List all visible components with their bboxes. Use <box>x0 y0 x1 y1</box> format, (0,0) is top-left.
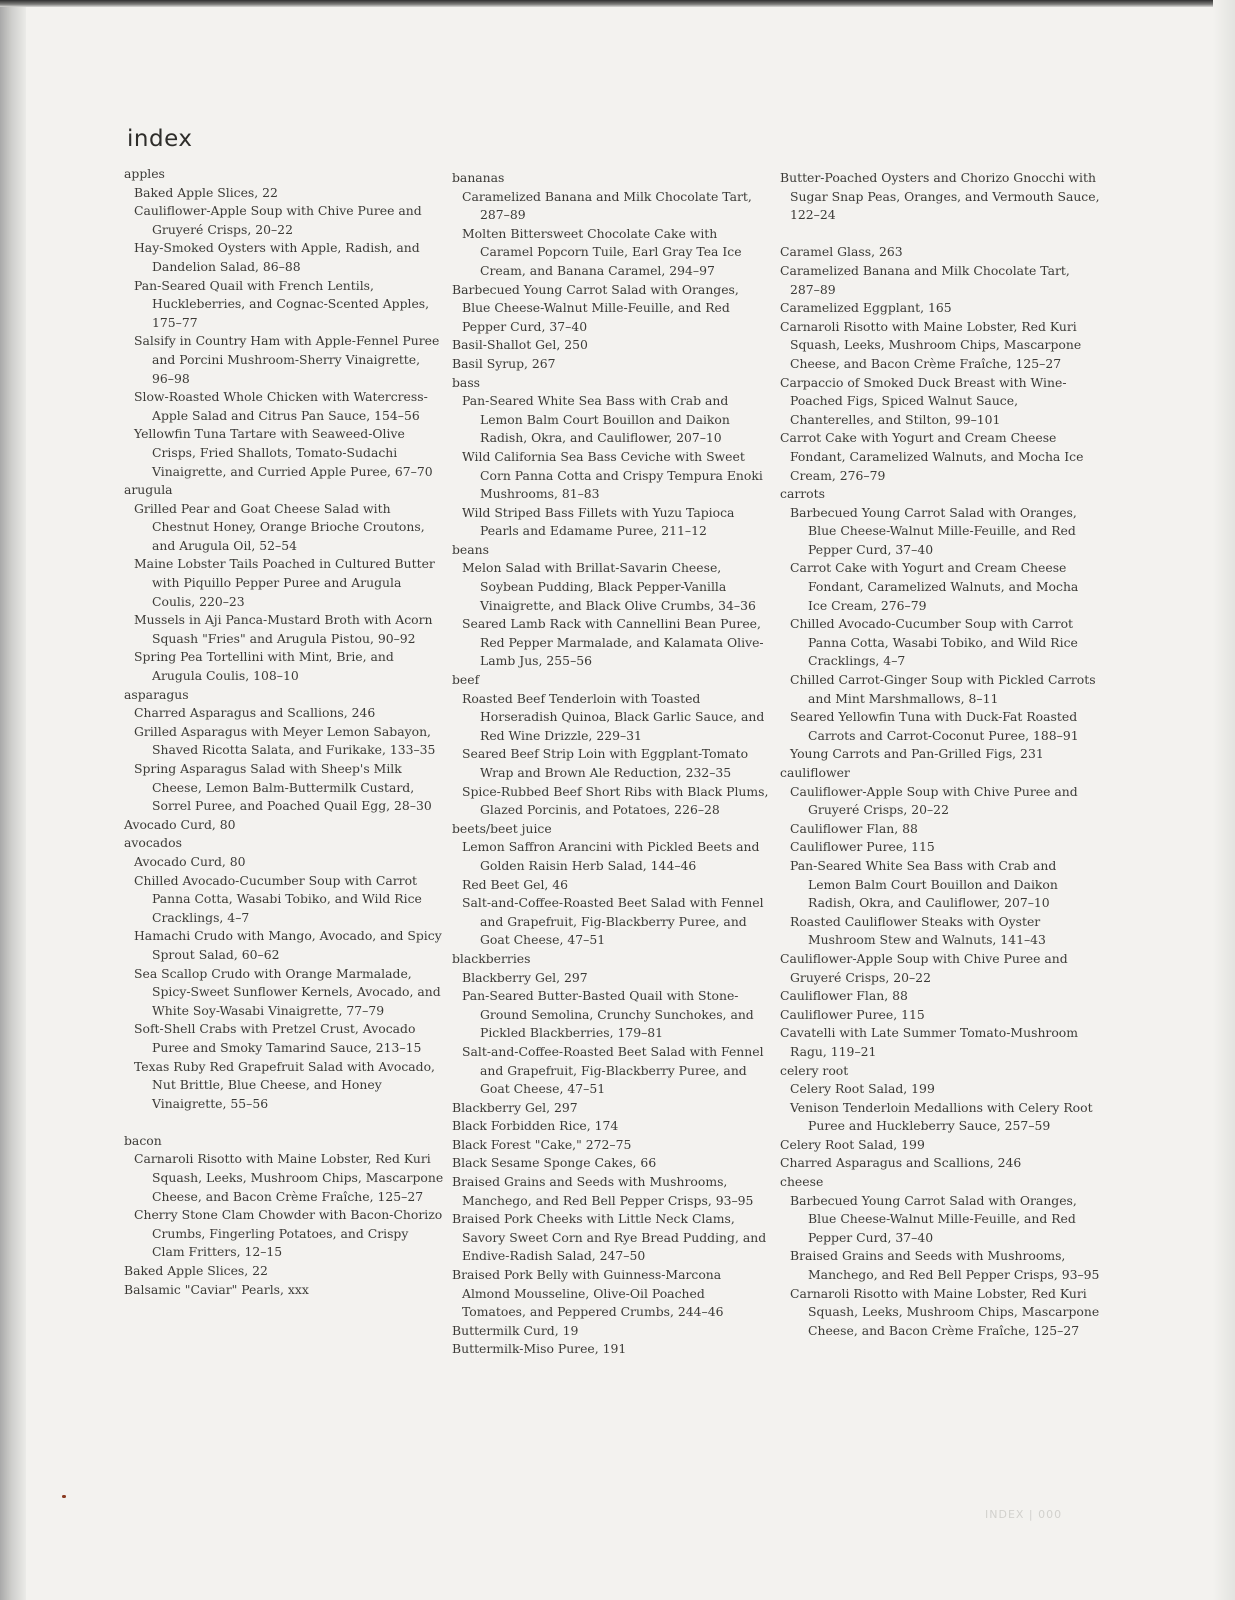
index-subentry: Carnaroli Risotto with Maine Lobster, Red Kuri Squash, Leeks, Mushroom Chips, Mascarpone Cheese, and Bacon Crème Fraîche, 125–27 <box>790 1285 1100 1338</box>
index-entry: Black Forbidden Rice, 174 <box>452 1118 619 1134</box>
index-subentry: Celery Root Salad, 199 <box>790 1081 935 1097</box>
index-entry: Balsamic "Caviar" Pearls, xxx <box>124 1281 309 1297</box>
index-subentry: Carrot Cake with Yogurt and Cream Cheese Fondant, Caramelized Walnuts, and Mocha Ice Cream, 276–79 <box>790 560 1079 613</box>
index-heading: beets/beet juice <box>452 820 552 836</box>
index-column-1 <box>124 165 444 1299</box>
index-entry: Carnaroli Risotto with Maine Lobster, Red Kuri Squash, Leeks, Mushroom Chips, Mascarpone Cheese, and Bacon Crème Fraîche, 125–27 <box>780 318 1082 371</box>
index-entry: Braised Pork Belly with Guinness-Marcona Almond Mousseline, Olive-Oil Poached Tomatoes, and Peppered Crumbs, 244–46 <box>452 1267 724 1320</box>
page-footer: INDEX | 000 <box>985 1508 1063 1521</box>
index-column-3 <box>780 169 1100 1340</box>
index-entry: Buttermilk Curd, 19 <box>452 1322 579 1338</box>
index-entry: Black Forest "Cake," 272–75 <box>452 1136 632 1152</box>
index-entry: Cauliflower Puree, 115 <box>780 1006 925 1022</box>
index-subentry: Wild California Sea Bass Ceviche with Sweet Corn Panna Cotta and Crispy Tempura Enoki Mushrooms, 81–83 <box>462 448 763 502</box>
index-subentry: Roasted Beef Tenderloin with Toasted Horseradish Quinoa, Black Garlic Sauce, and Red Wine Drizzle, 229–31 <box>462 690 765 743</box>
index-subentry: Sea Scallop Crudo with Orange Marmalade, Spicy-Sweet Sunflower Kernels, Avocado, and White Soy-Wasabi Vinaigrette, 77–79 <box>134 965 441 1018</box>
index-entry: Barbecued Young Carrot Salad with Oranges, Blue Cheese-Walnut Mille-Feuille, and Red Pepper Curd, 37–40 <box>452 281 739 334</box>
index-subentry: Grilled Pear and Goat Cheese Salad with Chestnut Honey, Orange Brioche Croutons, and Arugula Oil, 52–54 <box>134 500 425 553</box>
index-entry: Braised Pork Cheeks with Little Neck Clams, Savory Sweet Corn and Rye Bread Pudding, and Endive-Radish Salad, 247–50 <box>452 1211 767 1264</box>
index-entry: Caramelized Banana and Milk Chocolate Tart, 287–89 <box>780 262 1070 297</box>
page-right-edge <box>1213 0 1235 1600</box>
index-heading: blackberries <box>452 950 531 966</box>
index-subentry: Red Beet Gel, 46 <box>462 876 569 892</box>
index-subentry: Cauliflower-Apple Soup with Chive Puree and Gruyeré Crisps, 20–22 <box>134 203 422 237</box>
index-subentry: Molten Bittersweet Chocolate Cake with Caramel Popcorn Tuile, Earl Gray Tea Ice Cream, and Banana Caramel, 294–97 <box>462 225 742 278</box>
index-subentry: Slow-Roasted Whole Chicken with Watercress-Apple Salad and Citrus Pan Sauce, 154–56 <box>134 389 428 423</box>
index-subentry: Barbecued Young Carrot Salad with Oranges, Blue Cheese-Walnut Mille-Feuille, and Red Pepper Curd, 37–40 <box>790 504 1077 557</box>
index-subentry: Seared Beef Strip Loin with Eggplant-Tomato Wrap and Brown Ale Reduction, 232–35 <box>462 746 749 780</box>
index-entry: Cauliflower Flan, 88 <box>780 988 908 1004</box>
index-heading: celery root <box>780 1062 849 1078</box>
index-heading: beans <box>452 541 489 557</box>
index-heading: bass <box>452 374 481 390</box>
index-subentry: Spring Pea Tortellini with Mint, Brie, and Arugula Coulis, 108–10 <box>134 649 394 684</box>
index-subentry: Caramelized Banana and Milk Chocolate Tart, 287–89 <box>462 188 752 223</box>
book-binding-shadow <box>0 0 26 1600</box>
index-subentry: Seared Yellowfin Tuna with Duck-Fat Roasted Carrots and Carrot-Coconut Puree, 188–91 <box>790 709 1079 743</box>
index-subentry: Soft-Shell Crabs with Pretzel Crust, Avocado Puree and Smoky Tamarind Sauce, 213–15 <box>134 1021 422 1055</box>
index-subentry: Seared Lamb Rack with Cannellini Bean Puree, Red Pepper Marmalade, and Kalamata Olive-Lamb Jus, 255–56 <box>462 616 764 669</box>
index-subentry: Spring Asparagus Salad with Sheep's Milk Cheese, Lemon Balm-Buttermilk Custard, Sorrel Puree, and Poached Quail Egg, 28–30 <box>134 761 432 814</box>
index-gap <box>780 225 1100 244</box>
index-subentry: Maine Lobster Tails Poached in Cultured Butter with Piquillo Pepper Puree and Arugula Coulis, 220–23 <box>134 556 435 609</box>
index-subentry: Wild Striped Bass Fillets with Yuzu Tapioca Pearls and Edamame Puree, 211–12 <box>462 504 735 539</box>
scan-top-edge <box>0 0 1235 7</box>
index-column-2 <box>452 169 770 1359</box>
index-entry: Avocado Curd, 80 <box>124 816 236 832</box>
index-subentry: Baked Apple Slices, 22 <box>134 184 278 200</box>
index-subentry: Avocado Curd, 80 <box>134 853 246 869</box>
index-subentry: Barbecued Young Carrot Salad with Oranges, Blue Cheese-Walnut Mille-Feuille, and Red Pepper Curd, 37–40 <box>790 1192 1077 1245</box>
index-heading: carrots <box>780 486 825 502</box>
index-entry: Carrot Cake with Yogurt and Cream Cheese Fondant, Caramelized Walnuts, and Mocha Ice Cream, 276–79 <box>780 430 1084 483</box>
index-heading: bacon <box>124 1132 162 1148</box>
paper-speck <box>62 1495 66 1498</box>
index-entry: Carpaccio of Smoked Duck Breast with Wine-Poached Figs, Spiced Walnut Sauce, Chanterelles, and Stilton, 99–101 <box>780 374 1067 427</box>
index-subentry: Venison Tenderloin Medallions with Celery Root Puree and Huckleberry Sauce, 257–59 <box>790 1099 1093 1134</box>
index-heading: cheese <box>780 1174 824 1190</box>
index-entry: Cavatelli with Late Summer Tomato-Mushroom Ragu, 119–21 <box>780 1025 1079 1059</box>
index-subentry: Texas Ruby Red Grapefruit Salad with Avocado, Nut Brittle, Blue Cheese, and Honey Vinaigrette, 55–56 <box>134 1058 435 1111</box>
index-entry: Basil-Shallot Gel, 250 <box>452 337 588 353</box>
index-entry: Caramel Glass, 263 <box>780 244 903 260</box>
index-subentry: Yellowfin Tuna Tartare with Seaweed-Olive Crisps, Fried Shallots, Tomato-Sudachi Vinaigrette, and Curried Apple Puree, 67–70 <box>134 426 433 479</box>
page-title: index <box>127 126 193 152</box>
index-subentry: Braised Grains and Seeds with Mushrooms, Manchego, and Red Bell Pepper Crisps, 93–95 <box>790 1248 1100 1283</box>
index-subentry: Salt-and-Coffee-Roasted Beet Salad with Fennel and Grapefruit, Fig-Blackberry Puree, and Goat Cheese, 47–51 <box>462 1043 764 1097</box>
index-subentry: Hamachi Crudo with Mango, Avocado, and Spicy Sprout Salad, 60–62 <box>134 928 442 962</box>
index-heading: apples <box>124 166 165 181</box>
index-entry: Baked Apple Slices, 22 <box>124 1263 268 1279</box>
index-heading: arugula <box>124 482 173 498</box>
index-subentry: Cauliflower Flan, 88 <box>790 820 918 836</box>
index-heading: bananas <box>452 170 505 185</box>
index-subentry: Pan-Seared White Sea Bass with Crab and Lemon Balm Court Bouillon and Daikon Radish, Okra, and Cauliflower, 207–10 <box>790 857 1058 911</box>
index-subentry: Charred Asparagus and Scallions, 246 <box>134 705 376 721</box>
index-subentry: Chilled Avocado-Cucumber Soup with Carrot Panna Cotta, Wasabi Tobiko, and Wild Rice Cracklings, 4–7 <box>134 872 422 925</box>
index-entry: Blackberry Gel, 297 <box>452 1099 578 1115</box>
index-subentry: Salsify in Country Ham with Apple-Fennel Puree and Porcini Mushroom-Sherry Vinaigrette, 96–98 <box>134 333 440 386</box>
index-subentry: Mussels in Aji Panca-Mustard Broth with Acorn Squash "Fries" and Arugula Pistou, 90–92 <box>134 612 433 646</box>
index-entry: Charred Asparagus and Scallions, 246 <box>780 1155 1022 1171</box>
index-entry: Celery Root Salad, 199 <box>780 1136 925 1152</box>
index-subentry: Chilled Avocado-Cucumber Soup with Carrot Panna Cotta, Wasabi Tobiko, and Wild Rice Cracklings, 4–7 <box>790 616 1078 669</box>
index-subentry: Carnaroli Risotto with Maine Lobster, Red Kuri Squash, Leeks, Mushroom Chips, Mascarpone Cheese, and Bacon Crème Fraîche, 125–27 <box>134 1151 444 1204</box>
index-entry: Black Sesame Sponge Cakes, 66 <box>452 1155 657 1171</box>
index-subentry: Salt-and-Coffee-Roasted Beet Salad with Fennel and Grapefruit, Fig-Blackberry Puree, and Goat Cheese, 47–51 <box>462 895 764 948</box>
index-subentry: Young Carrots and Pan-Grilled Figs, 231 <box>790 746 1044 762</box>
index-subentry: Chilled Carrot-Ginger Soup with Pickled Carrots and Mint Marshmallows, 8–11 <box>790 672 1096 706</box>
index-subentry: Pan-Seared Butter-Basted Quail with Stone-Ground Semolina, Crunchy Sunchokes, and Pickled Blackberries, 179–81 <box>462 988 754 1041</box>
index-heading: avocados <box>124 835 182 851</box>
index-subentry: Roasted Cauliflower Steaks with Oyster Mushroom Stew and Walnuts, 141–43 <box>790 913 1046 948</box>
index-entry: Caramelized Eggplant, 165 <box>780 300 952 316</box>
index-subentry: Cherry Stone Clam Chowder with Bacon-Chorizo Crumbs, Fingerling Potatoes, and Crispy Clam Fritters, 12–15 <box>134 1207 443 1260</box>
index-entry: Basil Syrup, 267 <box>452 355 556 371</box>
index-subentry: Lemon Saffron Arancini with Pickled Beets and Golden Raisin Herb Salad, 144–46 <box>462 839 760 873</box>
index-subentry: Pan-Seared Quail with French Lentils, Huckleberries, and Cognac-Scented Apples, 175–77 <box>134 277 430 330</box>
index-heading: beef <box>452 672 480 688</box>
index-gap <box>124 1113 444 1132</box>
index-subentry: Cauliflower Puree, 115 <box>790 839 935 855</box>
index-entry: Buttermilk-Miso Puree, 191 <box>452 1341 627 1357</box>
index-subentry: Spice-Rubbed Beef Short Ribs with Black Plums, Glazed Porcinis, and Potatoes, 226–28 <box>462 783 769 818</box>
index-heading: cauliflower <box>780 765 850 780</box>
index-entry: Cauliflower-Apple Soup with Chive Puree and Gruyeré Crisps, 20–22 <box>780 950 1068 985</box>
index-entry: Butter-Poached Oysters and Chorizo Gnocchi with Sugar Snap Peas, Oranges, and Vermouth Sauce, 122–24 <box>780 170 1100 223</box>
index-subentry: Pan-Seared White Sea Bass with Crab and Lemon Balm Court Bouillon and Daikon Radish, Okra, and Cauliflower, 207–10 <box>462 393 730 446</box>
index-subentry: Cauliflower-Apple Soup with Chive Puree and Gruyeré Crisps, 20–22 <box>790 783 1078 818</box>
index-subentry: Hay-Smoked Oysters with Apple, Radish, and Dandelion Salad, 86–88 <box>134 240 420 274</box>
index-subentry: Blackberry Gel, 297 <box>462 969 588 985</box>
index-subentry: Melon Salad with Brillat-Savarin Cheese, Soybean Pudding, Black Pepper-Vanilla Vinaigrette, and Black Olive Crumbs, 34–36 <box>462 560 756 613</box>
index-heading: asparagus <box>124 686 189 702</box>
index-subentry: Grilled Asparagus with Meyer Lemon Sabayon, Shaved Ricotta Salata, and Furikake, 133–35 <box>134 723 436 758</box>
index-entry: Braised Grains and Seeds with Mushrooms, Manchego, and Red Bell Pepper Crisps, 93–95 <box>452 1174 754 1208</box>
